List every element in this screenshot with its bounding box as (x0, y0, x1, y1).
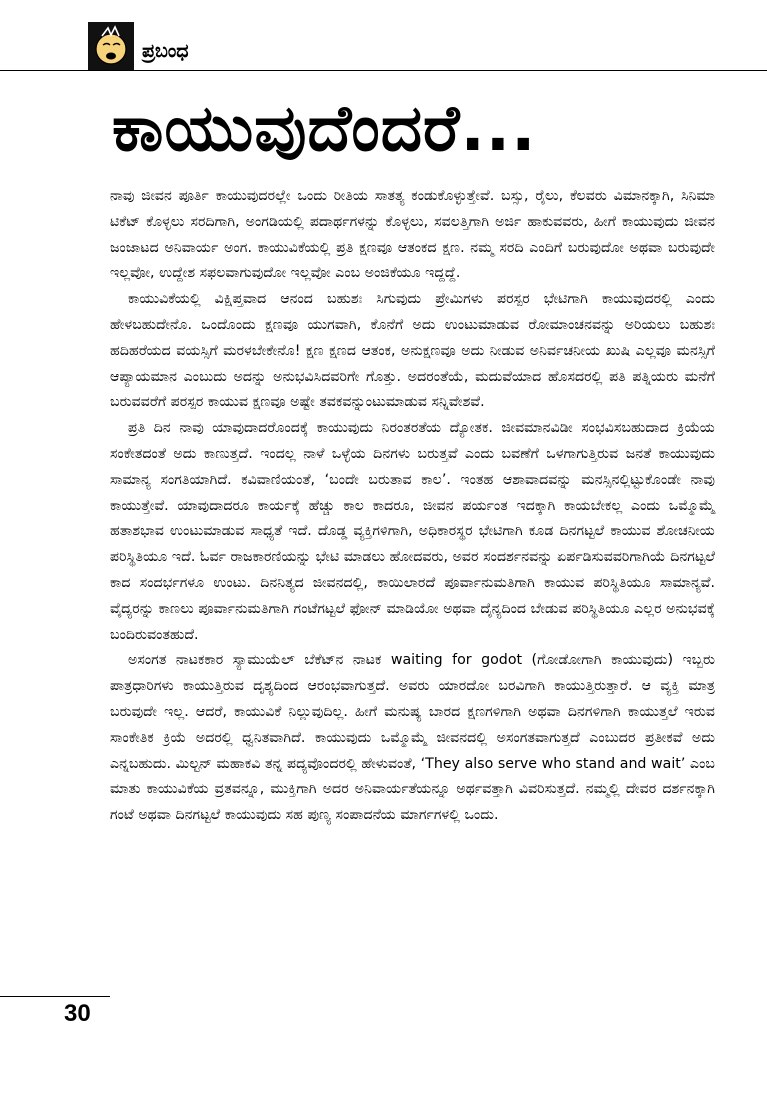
article-body (110, 184, 715, 829)
page-number: 30 (64, 1000, 91, 1027)
paragraph: ಪ್ರತಿ ದಿನ ನಾವು ಯಾವುದಾದರೊಂದಕ್ಕೆ ಕಾಯುವುದು ನಿರಂತರತೆಯ ದ್ಯೋತಕ. ಜೀವಮಾನವಿಡೀ ಸಂಭವಿಸಬಹುದಾದ ಕ್ರಿಯೆಯ ಸಂಕೇತದಂತೆ ಅದು ಕಾಣುತ್ತದೆ. ಇಂದಲ್ಲ ನಾಳೆ ಒಳ್ಳೆಯ ದಿನಗಳು ಬರುತ್ತವೆ ಎಂದು ಬವಣೆಗೆ ಒಳಗಾಗುತ್ತಿರುವ ಜನತೆ ಕಾಯುವುದು ಸಾಮಾನ್ಯ ಸಂಗತಿಯಾಗಿದೆ. ಕವಿವಾಣಿಯಂತೆ, ‘ಬಂದೇ ಬರುತಾವ ಕಾಲ’. ಇಂತಹ ಆಶಾವಾದವನ್ನು ಮನಸ್ಸಿನಲ್ಲಿಟ್ಟುಕೊಂಡೇ ನಾವು ಕಾಯುತ್ತೇವೆ. ಯಾವುದಾದರೂ ಕಾರ್ಯಕ್ಕೆ ಹೆಚ್ಚು ಕಾಲ ಕಾದರೂ, ಜೀವನ ಪರ್ಯಂತ ಇದಕ್ಕಾಗಿ ಕಾಯಬೇಕಲ್ಲ ಎಂದು ಒಮ್ಮೊಮ್ಮೆ ಹತಾಶಭಾವ ಉಂಟುಮಾಡುವ ಸಾಧ್ಯತೆ ಇದೆ. ದೊಡ್ಡ ವ್ಯಕ್ತಿಗಳಿಗಾಗಿ, ಅಧಿಕಾರಸ್ಥರ ಭೇಟಿಗಾಗಿ ಕೂಡ ದಿನಗಟ್ಟಲೆ ಕಾಯುವ ಶೋಚನೀಯ ಪರಿಸ್ಥಿತಿಯೂ ಇದೆ. ಓರ್ವ ರಾಜಕಾರಣಿಯನ್ನು ಭೇಟಿ ಮಾಡಲು ಹೋದವರು, ಅವರ ಸಂದರ್ಶನವನ್ನು ಏರ್ಪಡಿಸುವವರಿಗಾಗಿಯೆ ದಿನಗಟ್ಟಲೆ ಕಾದ ಸಂದರ್ಭಗಳೂ ಉಂಟು. ದಿನನಿತ್ಯದ ಜೀವನದಲ್ಲಿ, ಕಾಯಿಲಾರದೆ ಪೂರ್ವಾನುಮತಿಗಾಗಿ ಕಾಯುವ ಪರಿಸ್ಥಿತಿಯೂ ಸಾಮಾನ್ಯವೆ. ವೈದ್ಯರನ್ನು ಕಾಣಲು ಪೂರ್ವಾನುಮತಿಗಾಗಿ ಗಂಟೆಗಟ್ಟಲೆ ಫೋನ್ ಮಾಡಿಯೋ ಅಥವಾ ದೈನ್ಯದಿಂದ ಬೇಡುವ ಪರಿಸ್ಥಿತಿಯೂ ಎಲ್ಲರ ಅನುಭವಕ್ಕೆ ಬಂದಿರುವಂತಹುದೆ. (110, 420, 715, 643)
section-label: ಪ್ರಬಂಧ (142, 40, 189, 62)
paragraph: ನಾವು ಜೀವನ ಪೂರ್ತಿ ಕಾಯುವುದರಲ್ಲೇ ಒಂದು ರೀತಿಯ ಸಾತತ್ಯ ಕಂಡುಕೊಳ್ಳುತ್ತೇವೆ. ಬಸ್ಸು, ರೈಲು, ಕೆಲವರು ವಿಮಾನಕ್ಕಾಗಿ, ಸಿನಿಮಾ ಟಿಕೆಟ್ ಕೊಳ್ಳಲು ಸರದಿಗಾಗಿ, ಅಂಗಡಿಯಲ್ಲಿ ಪದಾರ್ಥಗಳನ್ನು ಕೊಳ್ಳಲು, ಸವಲತ್ತಿಗಾಗಿ ಅರ್ಜಿ ಹಾಕುವವರು, ಹೀಗೆ ಕಾಯುವುದು ಜೀವನ ಜಂಜಾಟದ ಅನಿವಾರ್ಯ ಅಂಗ. ಕಾಯುವಿಕೆಯಲ್ಲಿ ಪ್ರತಿ ಕ್ಷಣವೂ ಆತಂಕದ ಕ್ಷಣ. ನಮ್ಮ ಸರದಿ ಎಂದಿಗೆ ಬರುವುದೋ ಅಥವಾ ಬರುವುದೇ ಇಲ್ಲವೋ, ಉದ್ದೇಶ ಸಫಲವಾಗುವುದೋ ಇಲ್ಲವೋ ಎಂಬ ಅಂಜಿಕೆಯೂ ಇದ್ದದ್ದೆ. (110, 188, 715, 282)
cartoon-face-icon (88, 22, 134, 70)
paragraph: ಕಾಯುವಿಕೆಯಲ್ಲಿ ವಿಕ್ಷಿಪ್ತವಾದ ಆನಂದ ಬಹುಶಃ ಸಿಗುವುದು ಪ್ರೇಮಿಗಳು ಪರಸ್ಪರ ಭೇಟಿಗಾಗಿ ಕಾಯುವುದರಲ್ಲಿ ಎಂದು ಹೇಳಬಹುದೇನೊ. ಒಂದೊಂದು ಕ್ಷಣವೂ ಯುಗವಾಗಿ, ಕೊನೆಗೆ ಅದು ಉಂಟುಮಾಡುವ ರೋಮಾಂಚನವನ್ನು ಅರಿಯಲು ಬಹುಶಃ ಹದಿಹರೆಯದ ವಯಸ್ಸಿಗೆ ಮರಳಬೇಕೇನೊ! ಕ್ಷಣ ಕ್ಷಣದ ಆತಂಕ, ಅನುಕ್ಷಣವೂ ಅದು ನೀಡುವ ಅನಿರ್ವಚನೀಯ ಖುಷಿ ಎಲ್ಲವೂ ಮನಸ್ಸಿಗೆ ಆಪ್ಯಾಯಮಾನ ಎಂಬುದು ಅದನ್ನು ಅನುಭವಿಸಿದವರಿಗೇ ಗೊತ್ತು. ಅದರಂತೆಯೆ, ಮದುವೆಯಾದ ಹೊಸದರಲ್ಲಿ ಪತಿ ಪತ್ನಿಯರು ಮನೆಗೆ ಬರುವವರೆಗೆ ಪರಸ್ಪರ ಕಾಯುವ ಕ್ಷಣವೂ ಅಷ್ಟೇ ತವಕವನ್ನುಂಟುಮಾಡುವ ಸನ್ನಿವೇಶವೆ. (110, 291, 715, 411)
footer-divider (0, 996, 110, 997)
article-title: ಕಾಯುವುದೆಂದರೆ... (112, 92, 537, 166)
paragraph: ಅಸಂಗತ ನಾಟಕಕಾರ ಸ್ಯಾಮುಯೆಲ್ ಬೆಕೆಟ್‌ನ ನಾಟಕ waiting for godot (ಗೋಡೋಗಾಗಿ ಕಾಯುವುದು) ಇಬ್ಬರು ಪಾತ್ರಧಾರಿಗಳು ಕಾಯುತ್ತಿರುವ ದೃಶ್ಯದಿಂದ ಆರಂಭವಾಗುತ್ತದೆ. ಅವರು ಯಾರದೋ ಬರವಿಗಾಗಿ ಕಾಯುತ್ತಿರುತ್ತಾರೆ. ಆ ವ್ಯಕ್ತಿ ಮಾತ್ರ ಬರುವುದೇ ಇಲ್ಲ. ಆದರೆ, ಕಾಯುವಿಕೆ ನಿಲ್ಲುವುದಿಲ್ಲ. ಹೀಗೆ ಮನುಷ್ಯ ಬಾರದ ಕ್ಷಣಗಳಿಗಾಗಿ ಅಥವಾ ದಿನಗಳಿಗಾಗಿ ಕಾಯುತ್ತಲೆ ಇರುವ ಸಾಂಕೇತಿಕ ಕ್ರಿಯೆ ಅದರಲ್ಲಿ ಧ್ವನಿತವಾಗಿದೆ. ಕಾಯುವುದು ಒಮ್ಮೊಮ್ಮೆ ಜೀವನದಲ್ಲಿ ಅಸಂಗತವಾಗುತ್ತದೆ ಎಂಬುದರ ಪ್ರತೀಕವೆ ಅದು ಎನ್ನಬಹುದು. ಮಿಲ್ಟನ್ ಮಹಾಕವಿ ತನ್ನ ಪದ್ಯವೊಂದರಲ್ಲಿ ಹೇಳುವಂತೆ, ‘They also serve who stand and wait’ ಎಂಬ ಮಾತು ಕಾಯುವಿಕೆಯ ವ್ರತವನ್ನೂ, ಮುಕ್ತಿಗಾಗಿ ಅದರ ಅನಿವಾರ್ಯತೆಯನ್ನೂ ಅರ್ಥವತ್ತಾಗಿ ವಿವರಿಸುತ್ತದೆ. ನಮ್ಮಲ್ಲಿ ದೇವರ ದರ್ಶನಕ್ಕಾಗಿ ಗಂಟೆ ಅಥವಾ ದಿನಗಟ್ಟಲೆ ಕಾಯುವುದು ಸಹ ಪುಣ್ಯ ಸಂಪಾದನೆಯ ಮಾರ್ಗಗಳಲ್ಲಿ ಒಂದು. (110, 652, 715, 824)
header-divider (0, 70, 767, 71)
